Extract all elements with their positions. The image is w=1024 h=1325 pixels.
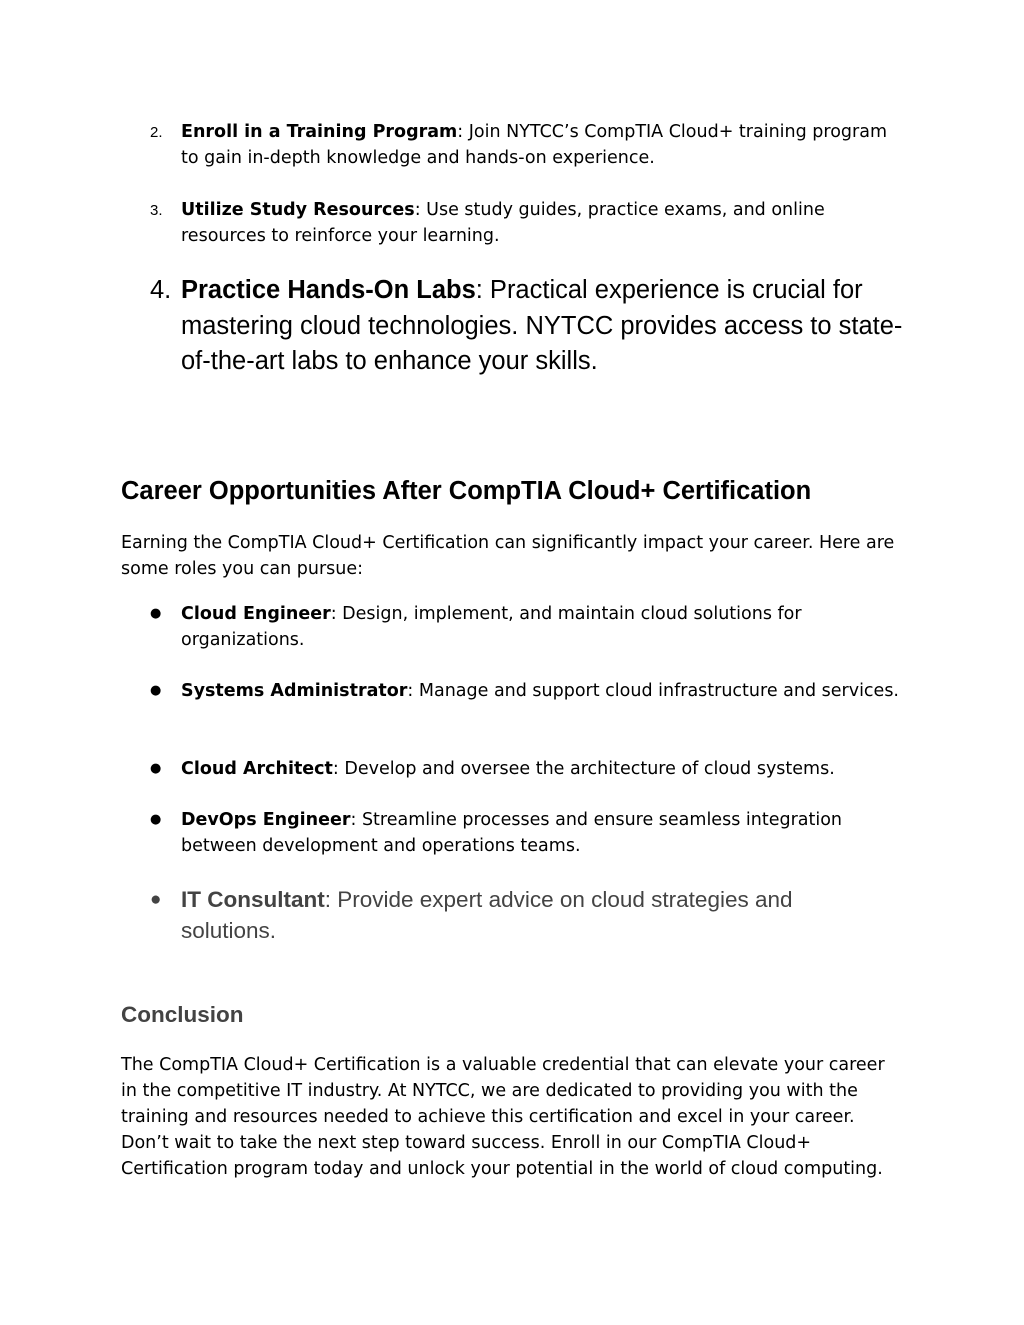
list-item-text (181, 197, 906, 249)
role-description: : Provide expert advice on cloud strategies and solutions. (181, 887, 793, 943)
role-title: Cloud Architect (181, 759, 333, 779)
role-description: : Develop and oversee the architecture of cloud systems. (332, 759, 835, 779)
section-heading-conclusion: Conclusion (121, 1002, 244, 1027)
role-title: Systems Administrator (181, 681, 408, 701)
bullet-icon: ● (150, 761, 162, 776)
bullet-icon: ● (150, 889, 162, 910)
list-item-text (181, 756, 906, 782)
step-title: Enroll in a Training Program (181, 122, 458, 142)
role-title: Cloud Engineer (181, 604, 331, 624)
list-item-step-4 (121, 273, 921, 383)
list-item-step-3 (121, 197, 921, 249)
list-item-role (121, 884, 921, 948)
list-item-text (181, 807, 906, 859)
bullet-icon: ● (150, 606, 162, 621)
list-item-text (181, 119, 906, 171)
role-description: : Streamline processes and ensure seamless integration between development and operations teams. (181, 810, 843, 856)
list-item-role (121, 678, 921, 730)
list-item-step-2 (121, 119, 921, 171)
section-heading-career: Career Opportunities After CompTIA Cloud+ Certification (121, 477, 812, 505)
step-description: : Use study guides, practice exams, and online resources to reinforce your learning. (181, 200, 825, 246)
list-item-role (121, 601, 921, 653)
role-title: IT Consultant (181, 887, 325, 912)
list-item-text (181, 601, 906, 653)
step-description: : Join NYTCC’s CompTIA Cloud+ training program to gain in-depth knowledge and hands-on experience. (181, 122, 887, 168)
bullet-icon: ● (150, 812, 162, 827)
list-item-role (121, 807, 921, 859)
role-title: DevOps Engineer (181, 810, 351, 830)
list-number: 3. (150, 202, 163, 219)
step-title: Utilize Study Resources (181, 200, 415, 220)
step-title: Practice Hands-On Labs (181, 276, 476, 304)
bullet-icon: ● (150, 683, 162, 698)
list-item-text (181, 273, 911, 380)
list-item-text (181, 678, 906, 704)
career-intro: Earning the CompTIA Cloud+ Certification can significantly impact your career. Here are some roles you can pursue: (121, 533, 895, 579)
list-item-text (181, 884, 841, 946)
conclusion-paragraph: The CompTIA Cloud+ Certification is a valuable credential that can elevate your career in the competitive IT industry. At NYTCC, we are dedicated to providing you with the training and resources needed to achieve this certification and excel in your career. Don’t wait to take the next step toward success. Enroll in our CompTIA Cloud+ Certification program today and unlock your potential in the world of cloud computing. (121, 1055, 885, 1179)
list-number: 2. (150, 124, 163, 141)
step-description: : Practical experience is crucial for mastering cloud technologies. NYTCC provides access to state-of-the-art labs to enhance your skills. (181, 276, 903, 375)
role-description: : Design, implement, and maintain cloud solutions for organizations. (181, 604, 802, 650)
list-item-role (121, 756, 921, 782)
role-description: : Manage and support cloud infrastructure and services. (407, 681, 899, 701)
list-number: 4. (150, 276, 172, 304)
